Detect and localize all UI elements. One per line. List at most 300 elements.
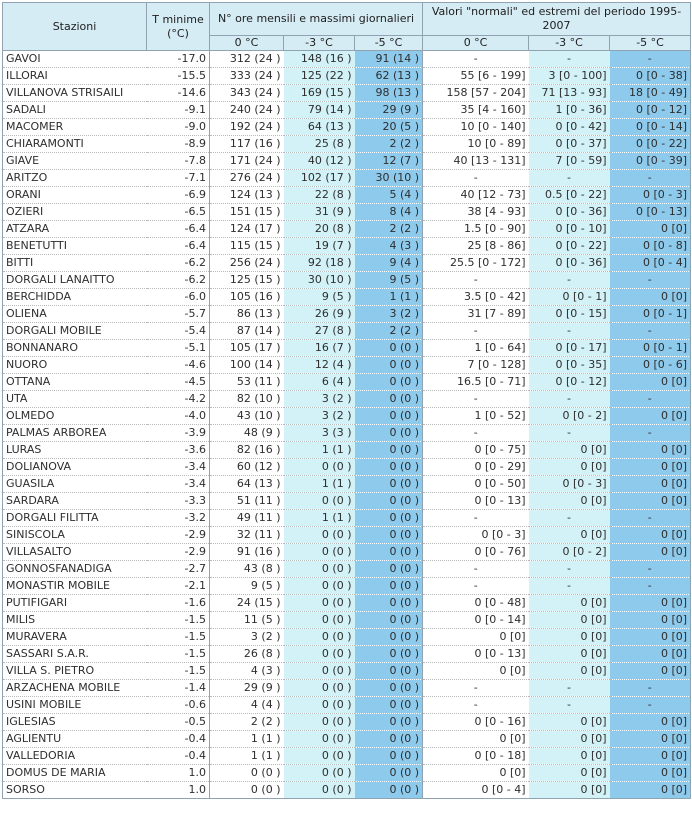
tmin-value: -4.0 [147, 408, 210, 425]
tmin-value: -2.1 [147, 578, 210, 595]
hours-m5c: 3 (2 ) [355, 306, 423, 323]
hours-0c: 276 (24 ) [210, 170, 284, 187]
normal-0c: 0 [0] [423, 629, 529, 646]
tmin-value: -1.5 [147, 612, 210, 629]
normal-m5c: 0 [0] [610, 459, 691, 476]
tmin-value: -4.5 [147, 374, 210, 391]
col-header-ore-5: -5 °C [355, 36, 423, 51]
hours-0c: 43 (10 ) [210, 408, 284, 425]
hours-0c: 11 (5 ) [210, 612, 284, 629]
hours-0c: 256 (24 ) [210, 255, 284, 272]
normal-0c: 1.5 [0 - 90] [423, 221, 529, 238]
normal-0c: - [423, 578, 529, 595]
tmin-value: -1.5 [147, 629, 210, 646]
normal-m5c: - [610, 323, 691, 340]
normal-m3c: 0.5 [0 - 22] [529, 187, 610, 204]
hours-m5c: 0 (0 ) [355, 578, 423, 595]
normal-0c: - [423, 561, 529, 578]
col-header-normali: Valori "normali" ed estremi del periodo 1995-2007 [423, 3, 691, 36]
normal-0c: - [423, 680, 529, 697]
station-name: PALMAS ARBOREA [3, 425, 147, 442]
station-name: OZIERI [3, 204, 147, 221]
table-row [3, 221, 691, 238]
normal-m5c: 0 [0] [610, 765, 691, 782]
table-row [3, 204, 691, 221]
hours-m5c: 0 (0 ) [355, 493, 423, 510]
hours-m3c: 3 (3 ) [284, 425, 355, 442]
table-row [3, 238, 691, 255]
hours-m5c: 9 (5 ) [355, 272, 423, 289]
station-name: DOLIANOVA [3, 459, 147, 476]
hours-m5c: 0 (0 ) [355, 748, 423, 765]
table-row [3, 408, 691, 425]
hours-m5c: 0 (0 ) [355, 782, 423, 799]
station-name: ORANI [3, 187, 147, 204]
col-header-stazioni: Stazioni [3, 3, 147, 51]
hours-m3c: 0 (0 ) [284, 748, 355, 765]
tmin-value: -6.4 [147, 238, 210, 255]
station-name: VILLASALTO [3, 544, 147, 561]
normal-m3c: 0 [0 - 3] [529, 476, 610, 493]
table-row [3, 187, 691, 204]
hours-m3c: 3 (2 ) [284, 408, 355, 425]
normal-0c: 0 [0 - 76] [423, 544, 529, 561]
station-name: BONNANARO [3, 340, 147, 357]
normal-0c: 0 [0 - 75] [423, 442, 529, 459]
normal-m3c: 0 [0 - 37] [529, 136, 610, 153]
normal-m5c: 0 [0] [610, 544, 691, 561]
tmin-value: -9.0 [147, 119, 210, 136]
station-name: SADALI [3, 102, 147, 119]
hours-m3c: 0 (0 ) [284, 731, 355, 748]
normal-m3c: - [529, 170, 610, 187]
hours-m5c: 0 (0 ) [355, 714, 423, 731]
normal-0c: 10 [0 - 140] [423, 119, 529, 136]
normal-m3c: 0 [0] [529, 612, 610, 629]
hours-m3c: 0 (0 ) [284, 782, 355, 799]
station-name: GUASILA [3, 476, 147, 493]
hours-0c: 151 (15 ) [210, 204, 284, 221]
hours-0c: 60 (12 ) [210, 459, 284, 476]
tmin-value: -4.6 [147, 357, 210, 374]
tmin-value: -2.9 [147, 544, 210, 561]
col-header-norm-3: -3 °C [529, 36, 610, 51]
hours-m5c: 4 (3 ) [355, 238, 423, 255]
normal-m3c: - [529, 697, 610, 714]
hours-m5c: 91 (14 ) [355, 51, 423, 68]
normal-m5c: 0 [0] [610, 714, 691, 731]
station-name: GIAVE [3, 153, 147, 170]
station-name: GONNOSFANADIGA [3, 561, 147, 578]
hours-m5c: 0 (0 ) [355, 391, 423, 408]
station-name: LURAS [3, 442, 147, 459]
hours-0c: 105 (17 ) [210, 340, 284, 357]
normal-m5c: 0 [0 - 22] [610, 136, 691, 153]
normal-m3c: 0 [0] [529, 493, 610, 510]
hours-m5c: 9 (4 ) [355, 255, 423, 272]
normal-m3c: 0 [0] [529, 442, 610, 459]
table-row [3, 748, 691, 765]
station-name: DORGALI LANAITTO [3, 272, 147, 289]
table-row [3, 544, 691, 561]
normal-m3c: 0 [0 - 2] [529, 408, 610, 425]
hours-m5c: 0 (0 ) [355, 544, 423, 561]
tmin-value: -1.6 [147, 595, 210, 612]
table-row [3, 680, 691, 697]
normal-m3c: 0 [0 - 17] [529, 340, 610, 357]
normal-0c: 55 [6 - 199] [423, 68, 529, 85]
normal-m3c: 0 [0] [529, 731, 610, 748]
normal-m5c: 0 [0] [610, 663, 691, 680]
hours-0c: 3 (2 ) [210, 629, 284, 646]
table-row [3, 561, 691, 578]
station-name: ILLORAI [3, 68, 147, 85]
table-row [3, 765, 691, 782]
hours-m3c: 30 (10 ) [284, 272, 355, 289]
table-row [3, 357, 691, 374]
tmin-value: -2.7 [147, 561, 210, 578]
table-row [3, 595, 691, 612]
normal-m3c: 0 [0 - 22] [529, 238, 610, 255]
normal-m5c: 0 [0] [610, 442, 691, 459]
normal-m5c: 0 [0 - 1] [610, 306, 691, 323]
tmin-value: -8.9 [147, 136, 210, 153]
normal-m5c: 0 [0 - 12] [610, 102, 691, 119]
normal-0c: - [423, 170, 529, 187]
table-row [3, 289, 691, 306]
hours-0c: 82 (16 ) [210, 442, 284, 459]
table-row [3, 476, 691, 493]
normal-m3c: 0 [0] [529, 782, 610, 799]
tmin-value: 1.0 [147, 765, 210, 782]
normal-m3c: - [529, 272, 610, 289]
normal-m3c: 0 [0] [529, 748, 610, 765]
hours-0c: 86 (13 ) [210, 306, 284, 323]
normal-m5c: 0 [0 - 1] [610, 340, 691, 357]
tmin-value: -15.5 [147, 68, 210, 85]
normal-m5c: 0 [0 - 13] [610, 204, 691, 221]
normal-m3c: 0 [0 - 10] [529, 221, 610, 238]
hours-m5c: 0 (0 ) [355, 527, 423, 544]
normal-m5c: 0 [0] [610, 527, 691, 544]
tmin-value: -9.1 [147, 102, 210, 119]
hours-m3c: 148 (16 ) [284, 51, 355, 68]
hours-0c: 64 (13 ) [210, 476, 284, 493]
hours-m3c: 64 (13 ) [284, 119, 355, 136]
normal-m5c: - [610, 510, 691, 527]
station-name: BITTI [3, 255, 147, 272]
normal-m5c: 0 [0 - 14] [610, 119, 691, 136]
tmin-value: -0.5 [147, 714, 210, 731]
normal-m5c: - [610, 561, 691, 578]
table-row [3, 578, 691, 595]
hours-m3c: 0 (0 ) [284, 612, 355, 629]
tmin-value: -3.3 [147, 493, 210, 510]
normal-0c: 0 [0] [423, 765, 529, 782]
normal-m3c: 0 [0] [529, 595, 610, 612]
table-row [3, 629, 691, 646]
station-name: SARDARA [3, 493, 147, 510]
hours-0c: 333 (24 ) [210, 68, 284, 85]
normal-m5c: 0 [0 - 3] [610, 187, 691, 204]
hours-0c: 49 (11 ) [210, 510, 284, 527]
table-row [3, 323, 691, 340]
tmin-value: 1.0 [147, 782, 210, 799]
normal-0c: 0 [0 - 50] [423, 476, 529, 493]
normal-0c: - [423, 391, 529, 408]
table-row [3, 391, 691, 408]
normal-m3c: 0 [0 - 36] [529, 255, 610, 272]
normal-m3c: - [529, 578, 610, 595]
hours-m5c: 0 (0 ) [355, 680, 423, 697]
hours-m3c: 169 (15 ) [284, 85, 355, 102]
table-row [3, 306, 691, 323]
normal-m5c: 0 [0 - 39] [610, 153, 691, 170]
hours-0c: 115 (15 ) [210, 238, 284, 255]
station-name: ARITZO [3, 170, 147, 187]
normal-m3c: 7 [0 - 59] [529, 153, 610, 170]
station-name: MILIS [3, 612, 147, 629]
col-header-ore: N° ore mensili e massimi giornalieri [210, 3, 423, 36]
hours-m3c: 22 (8 ) [284, 187, 355, 204]
normal-m3c: 71 [13 - 93] [529, 85, 610, 102]
station-name: OLMEDO [3, 408, 147, 425]
normal-m5c: 0 [0 - 6] [610, 357, 691, 374]
normal-m5c: 0 [0] [610, 748, 691, 765]
col-header-norm-5: -5 °C [610, 36, 691, 51]
hours-m5c: 0 (0 ) [355, 510, 423, 527]
col-header-norm-0: 0 °C [423, 36, 529, 51]
station-name: DOMUS DE MARIA [3, 765, 147, 782]
normal-0c: 31 [7 - 89] [423, 306, 529, 323]
hours-m3c: 31 (9 ) [284, 204, 355, 221]
table-row [3, 68, 691, 85]
hours-m5c: 0 (0 ) [355, 561, 423, 578]
normal-m5c: - [610, 578, 691, 595]
hours-0c: 312 (24 ) [210, 51, 284, 68]
tmin-value: -4.2 [147, 391, 210, 408]
hours-0c: 125 (15 ) [210, 272, 284, 289]
tmin-value: -6.9 [147, 187, 210, 204]
normal-0c: - [423, 510, 529, 527]
table-row [3, 663, 691, 680]
table-row [3, 493, 691, 510]
frost-hours-table [2, 2, 691, 799]
hours-0c: 100 (14 ) [210, 357, 284, 374]
hours-m3c: 0 (0 ) [284, 765, 355, 782]
hours-m5c: 0 (0 ) [355, 629, 423, 646]
normal-m5c: - [610, 391, 691, 408]
tmin-value: -3.6 [147, 442, 210, 459]
normal-0c: 0 [0 - 48] [423, 595, 529, 612]
hours-m3c: 25 (8 ) [284, 136, 355, 153]
tmin-value: -6.4 [147, 221, 210, 238]
tmin-value: -0.4 [147, 731, 210, 748]
normal-m5c: 0 [0] [610, 221, 691, 238]
normal-0c: 0 [0 - 13] [423, 493, 529, 510]
hours-0c: 117 (16 ) [210, 136, 284, 153]
station-name: NUORO [3, 357, 147, 374]
station-name: VILLANOVA STRISAILI [3, 85, 147, 102]
hours-m5c: 0 (0 ) [355, 442, 423, 459]
normal-m5c: 0 [0] [610, 629, 691, 646]
normal-m3c: 0 [0 - 15] [529, 306, 610, 323]
tmin-value: -6.5 [147, 204, 210, 221]
normal-0c: 0 [0 - 3] [423, 527, 529, 544]
tmin-value: -1.5 [147, 646, 210, 663]
normal-m3c: 0 [0] [529, 663, 610, 680]
table-row [3, 51, 691, 68]
hours-0c: 0 (0 ) [210, 765, 284, 782]
hours-0c: 4 (4 ) [210, 697, 284, 714]
tmin-value: -0.4 [147, 748, 210, 765]
normal-0c: 7 [0 - 128] [423, 357, 529, 374]
station-name: MONASTIR MOBILE [3, 578, 147, 595]
hours-0c: 171 (24 ) [210, 153, 284, 170]
normal-m3c: 0 [0] [529, 527, 610, 544]
col-header-ore-3: -3 °C [284, 36, 355, 51]
table-row [3, 714, 691, 731]
normal-0c: 0 [0 - 14] [423, 612, 529, 629]
station-name: BENETUTTI [3, 238, 147, 255]
table-row [3, 527, 691, 544]
hours-m5c: 0 (0 ) [355, 612, 423, 629]
hours-m3c: 16 (7 ) [284, 340, 355, 357]
header-row-1 [3, 3, 691, 36]
table-row [3, 170, 691, 187]
hours-m5c: 20 (5 ) [355, 119, 423, 136]
hours-0c: 48 (9 ) [210, 425, 284, 442]
hours-m5c: 1 (1 ) [355, 289, 423, 306]
tmin-value: -6.2 [147, 272, 210, 289]
col-header-tmin: T minime (°C) [147, 3, 210, 51]
hours-0c: 124 (13 ) [210, 187, 284, 204]
tmin-value: -7.1 [147, 170, 210, 187]
normal-m3c: 0 [0 - 2] [529, 544, 610, 561]
station-name: CHIARAMONTI [3, 136, 147, 153]
hours-m3c: 9 (5 ) [284, 289, 355, 306]
normal-m3c: 0 [0] [529, 646, 610, 663]
normal-m5c: 0 [0] [610, 731, 691, 748]
hours-m5c: 0 (0 ) [355, 408, 423, 425]
normal-0c: - [423, 425, 529, 442]
tmin-value: -3.4 [147, 476, 210, 493]
normal-0c: 0 [0] [423, 663, 529, 680]
hours-m5c: 30 (10 ) [355, 170, 423, 187]
hours-m3c: 0 (0 ) [284, 714, 355, 731]
normal-0c: 16.5 [0 - 71] [423, 374, 529, 391]
hours-m5c: 2 (2 ) [355, 323, 423, 340]
hours-m5c: 5 (4 ) [355, 187, 423, 204]
normal-0c: 25.5 [0 - 172] [423, 255, 529, 272]
hours-m3c: 0 (0 ) [284, 527, 355, 544]
normal-m5c: - [610, 680, 691, 697]
normal-0c: 0 [0 - 29] [423, 459, 529, 476]
normal-m5c: 0 [0] [610, 782, 691, 799]
hours-0c: 192 (24 ) [210, 119, 284, 136]
normal-m5c: - [610, 697, 691, 714]
table-row [3, 374, 691, 391]
normal-m5c: 0 [0] [610, 612, 691, 629]
hours-m5c: 0 (0 ) [355, 595, 423, 612]
hours-m5c: 0 (0 ) [355, 663, 423, 680]
hours-m5c: 12 (7 ) [355, 153, 423, 170]
hours-0c: 53 (11 ) [210, 374, 284, 391]
normal-m3c: - [529, 561, 610, 578]
normal-m3c: 0 [0 - 36] [529, 204, 610, 221]
hours-m3c: 6 (4 ) [284, 374, 355, 391]
normal-0c: - [423, 51, 529, 68]
hours-m3c: 0 (0 ) [284, 578, 355, 595]
normal-m3c: 1 [0 - 36] [529, 102, 610, 119]
station-name: MACOMER [3, 119, 147, 136]
hours-m3c: 40 (12 ) [284, 153, 355, 170]
station-name: MURAVERA [3, 629, 147, 646]
normal-0c: - [423, 697, 529, 714]
hours-0c: 1 (1 ) [210, 748, 284, 765]
table-row [3, 646, 691, 663]
hours-m3c: 0 (0 ) [284, 697, 355, 714]
tmin-value: -3.4 [147, 459, 210, 476]
station-name: ARZACHENA MOBILE [3, 680, 147, 697]
normal-0c: 38 [4 - 93] [423, 204, 529, 221]
hours-0c: 32 (11 ) [210, 527, 284, 544]
tmin-value: -2.9 [147, 527, 210, 544]
normal-0c: - [423, 323, 529, 340]
station-name: GAVOI [3, 51, 147, 68]
hours-m3c: 92 (18 ) [284, 255, 355, 272]
tmin-value: -6.0 [147, 289, 210, 306]
hours-m3c: 27 (8 ) [284, 323, 355, 340]
normal-m3c: - [529, 323, 610, 340]
hours-m3c: 125 (22 ) [284, 68, 355, 85]
hours-m5c: 0 (0 ) [355, 476, 423, 493]
hours-0c: 240 (24 ) [210, 102, 284, 119]
hours-m5c: 0 (0 ) [355, 646, 423, 663]
tmin-value: -5.4 [147, 323, 210, 340]
table-row [3, 510, 691, 527]
tmin-value: -14.6 [147, 85, 210, 102]
normal-0c: 40 [12 - 73] [423, 187, 529, 204]
hours-m3c: 19 (7 ) [284, 238, 355, 255]
station-name: OTTANA [3, 374, 147, 391]
normal-m3c: - [529, 680, 610, 697]
table-row [3, 612, 691, 629]
station-name: BERCHIDDA [3, 289, 147, 306]
normal-m5c: 0 [0 - 4] [610, 255, 691, 272]
normal-m5c: 18 [0 - 49] [610, 85, 691, 102]
col-header-ore-0: 0 °C [210, 36, 284, 51]
hours-0c: 87 (14 ) [210, 323, 284, 340]
hours-m3c: 0 (0 ) [284, 629, 355, 646]
table-row [3, 153, 691, 170]
hours-m3c: 1 (1 ) [284, 476, 355, 493]
hours-m3c: 79 (14 ) [284, 102, 355, 119]
normal-0c: 3.5 [0 - 42] [423, 289, 529, 306]
hours-m5c: 0 (0 ) [355, 697, 423, 714]
hours-m3c: 102 (17 ) [284, 170, 355, 187]
normal-0c: 1 [0 - 52] [423, 408, 529, 425]
hours-0c: 9 (5 ) [210, 578, 284, 595]
station-name: VALLEDORIA [3, 748, 147, 765]
normal-m3c: 0 [0 - 42] [529, 119, 610, 136]
hours-0c: 105 (16 ) [210, 289, 284, 306]
hours-m3c: 0 (0 ) [284, 561, 355, 578]
hours-0c: 26 (8 ) [210, 646, 284, 663]
normal-m5c: 0 [0 - 38] [610, 68, 691, 85]
hours-m5c: 2 (2 ) [355, 136, 423, 153]
normal-m3c: - [529, 510, 610, 527]
